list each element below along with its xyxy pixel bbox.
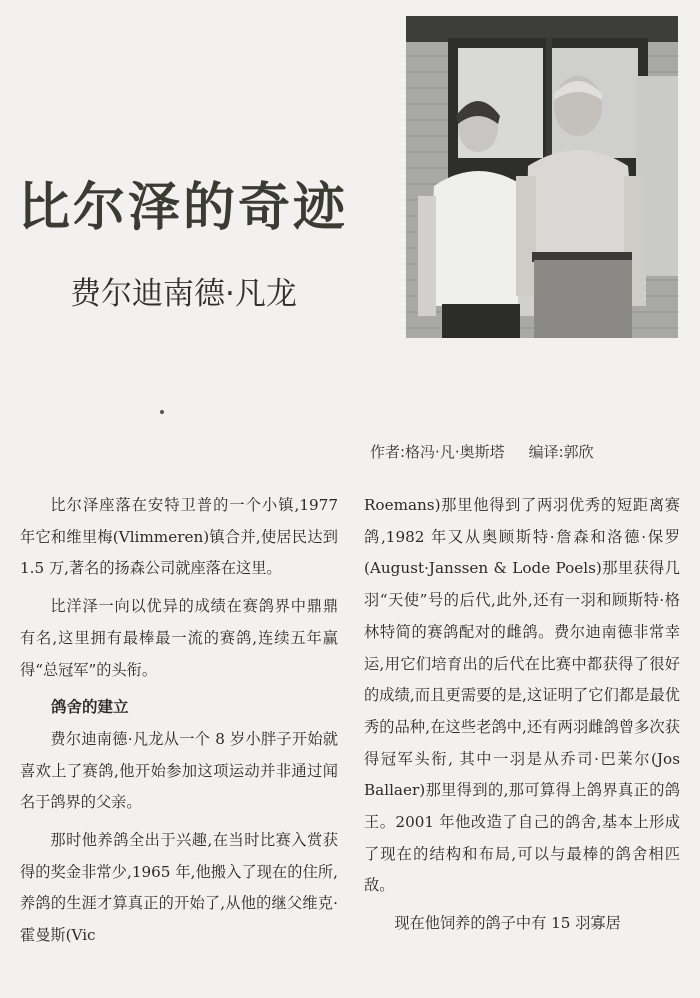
- decorative-dot: [160, 410, 164, 414]
- author-credit: 作者:格冯·凡·奥斯塔: [370, 443, 505, 461]
- right-column: [364, 490, 680, 946]
- paragraph: 比尔泽座落在安特卫普的一个小镇,1977 年它和维里梅(Vlimmeren)镇合并,使居民达到 1.5 万,著名的扬森公司就座落在这里。: [20, 496, 338, 578]
- section-heading: 鸽舍的建立: [51, 698, 129, 717]
- paragraph: Roemans)那里他得到了两羽优秀的短距离赛鸽,1982 年又从奥顾斯特·詹森和洛德·保罗(August·Janssen & Lode Poels)那里获得几羽“天使”号的后代,此外,还有一羽和顾斯特·格林特简的赛鸽配对的雌鸽。费尔迪南德非常幸运,用它们培育出的后代在比赛中都获得了很好的成绩,而且更需要的是,这证明了它们都是最优秀的品种,在这些老鸽中,还有两羽雌鸽曾多次获得冠军头衔, 其中一羽是从乔司·巴莱尔(Jos Ballaer)那里得到的,那可算得上鸽界真正的鸽王。2001 年他改造了自己的鸽舍,基本上形成了现在的结构和布局,可以与最棒的鸽舍相匹敌。: [364, 496, 680, 895]
- paragraph: 费尔迪南德·凡龙从一个 8 岁小胖子开始就喜欢上了赛鸽,他开始参加这项运动并非通过闻名于鸽界的父亲。: [20, 729, 338, 812]
- article-subtitle: 费尔迪南德·凡龙: [70, 276, 297, 312]
- byline: [370, 441, 594, 462]
- translator-credit: 编译:郭欣: [528, 443, 594, 461]
- paragraph: 比洋泽一向以优异的成绩在赛鸽界中鼎鼎有名,这里拥有最棒最一流的赛鸽,连续五年赢得“总冠军”的头衔。: [20, 597, 338, 679]
- article-title: 比尔泽的奇迹: [18, 177, 349, 238]
- couple-photo: [406, 16, 678, 338]
- paragraph: 现在他饲养的鸽子中有 15 羽寡居: [394, 914, 621, 933]
- paragraph: 那时他养鸽全出于兴趣,在当时比赛入赏获得的奖金非常少,1965 年,他搬入了现在的住所,养鸽的生涯才算真正的开始了,从他的继父维克·霍曼斯(Vic: [20, 831, 338, 945]
- left-column: [20, 490, 338, 958]
